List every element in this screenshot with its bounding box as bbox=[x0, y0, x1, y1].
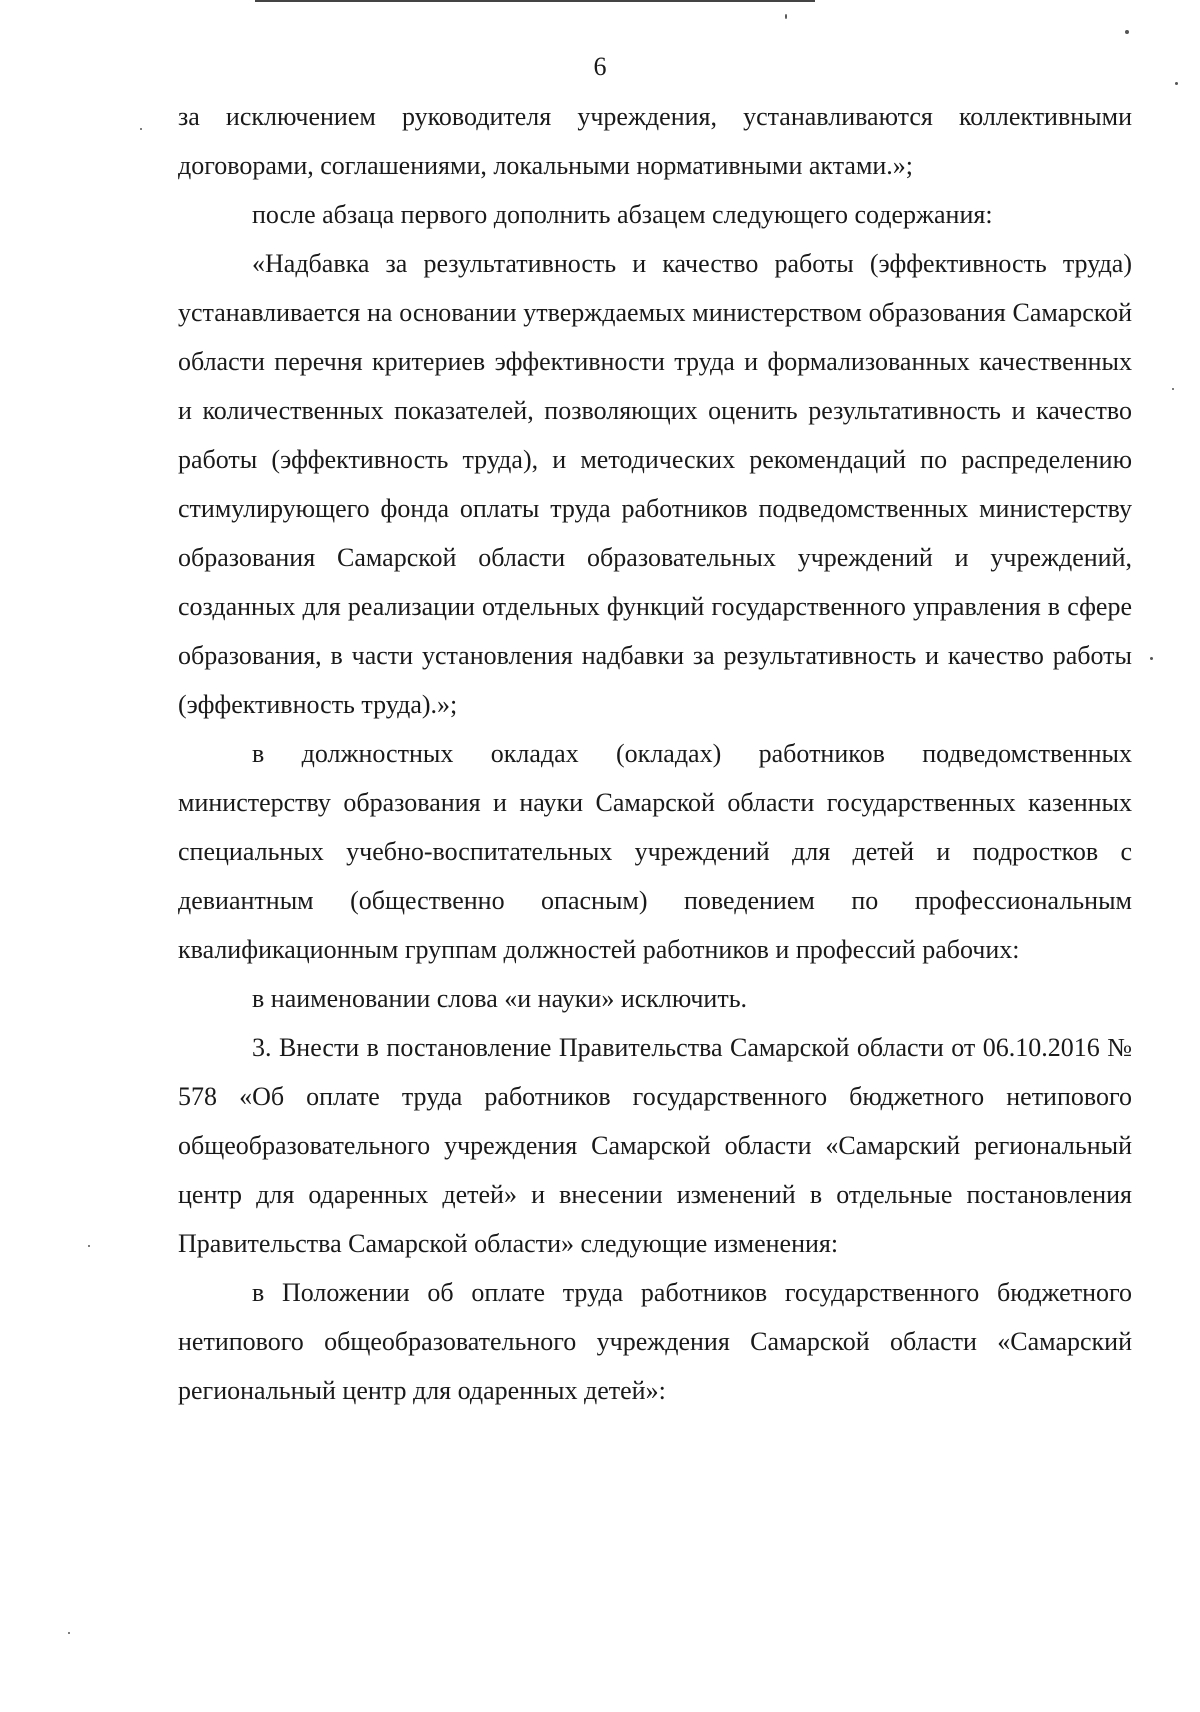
scan-top-edge bbox=[255, 0, 815, 2]
body-text bbox=[178, 92, 1132, 1415]
scan-speck bbox=[785, 14, 787, 19]
paragraph-6: 3. Внести в постановление Правительства Самарской области от 06.10.2016 № 578 «Об оплате труда работников государственного бюджетного нетипового общеобразовательного учреждения Самарской области «Самарский региональный центр для одаренных детей» и внесении изменений в отдельные постановления Правительства Самарской области» следующие изменения: bbox=[178, 1033, 1132, 1258]
scan-speck bbox=[1175, 82, 1178, 85]
scan-speck bbox=[1172, 388, 1174, 390]
page-number: 6 bbox=[593, 52, 607, 81]
scan-speck bbox=[88, 1245, 90, 1247]
paragraph-1: за исключением руководителя учреждения, устанавливаются коллективными договорами, соглашениями, локальными нормативными актами.»; bbox=[178, 102, 1132, 180]
paragraph-4: в должностных окладах (окладах) работников подведомственных министерству образования и науки Самарской области государственных казенных специальных учебно-воспитательных учреждений для детей и подростков с девиантным (общественно опасным) поведением по профессиональным квалификационным группам должностей работников и профессий рабочих: bbox=[178, 739, 1132, 964]
scan-speck bbox=[1125, 30, 1129, 34]
paragraph-2: после абзаца первого дополнить абзацем следующего содержания: bbox=[252, 200, 993, 229]
scan-speck bbox=[140, 128, 142, 130]
scan-speck bbox=[68, 1632, 70, 1634]
paragraph-3: «Надбавка за результативность и качество работы (эффективность труда) устанавливается на основании утверждаемых министерством образования Самарской области перечня критериев эффективности труда и формализованных качественных и количественных показателей, позволяющих оценить результативность и качество работы (эффективность труда), и методических рекомендаций по распределению стимулирующего фонда оплаты труда работников подведомственных министерству образования Самарской области образовательных учреждений и учреждений, созданных для реализации отдельных функций государственного управления в сфере образования, в части установления надбавки за результативность и качество работы (эффективность труда).»; bbox=[178, 249, 1132, 719]
paragraph-5: в наименовании слова «и науки» исключить. bbox=[252, 984, 748, 1013]
paragraph-7: в Положении об оплате труда работников государственного бюджетного нетипового общеобразовательного учреждения Самарской области «Самарский региональный центр для одаренных детей»: bbox=[178, 1278, 1132, 1405]
scan-speck bbox=[1150, 657, 1153, 660]
